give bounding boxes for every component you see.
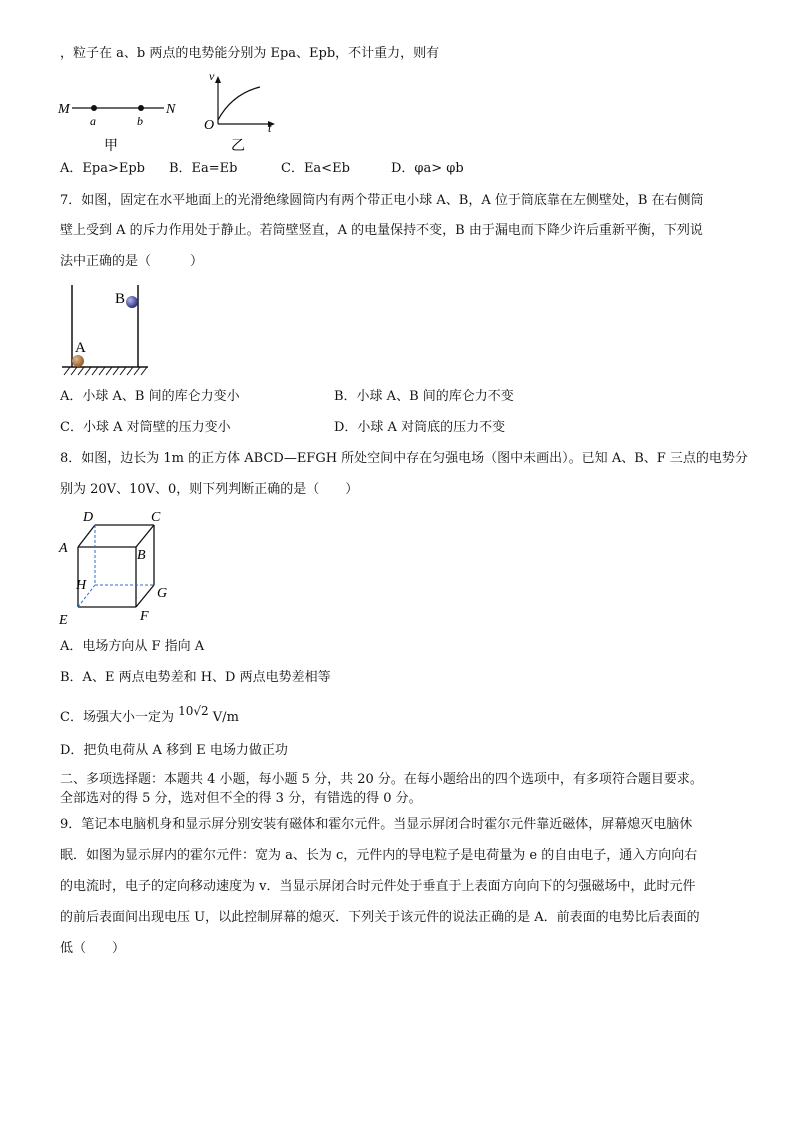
label-N: N bbox=[166, 102, 176, 117]
vertex-a: A bbox=[59, 541, 68, 556]
q8-option-a: A．电场方向从 F 指向 A bbox=[60, 639, 205, 654]
q7-option-c: C．小球 A 对筒壁的压力变小 bbox=[60, 420, 231, 435]
ball-b-label: B bbox=[115, 291, 126, 307]
v-t-curve bbox=[218, 87, 260, 120]
q8-line-1: 8．如图，边长为 1m 的正方体 ABCD—EFGH 所处空间中存在匀强电场（图中未画出）。已知 A、B、F 三点的电势分 bbox=[60, 451, 748, 466]
vertex-h: H bbox=[76, 578, 87, 593]
q7-option-a: A．小球 A、B 间的库仑力变小 bbox=[60, 389, 240, 404]
q6-option-a: A．Epa>Epb bbox=[60, 161, 145, 176]
q6-option-b: B．Ea=Eb bbox=[169, 161, 238, 176]
section2-line-2: 全部选对的得 5 分，选对但不全的得 3 分，有错选的得 0 分。 bbox=[60, 791, 422, 806]
q8-option-c-unit: V/m bbox=[212, 710, 239, 725]
q6-figure-yi bbox=[200, 68, 290, 154]
ground-hatching bbox=[64, 367, 147, 375]
q9-line-5: 低（ ） bbox=[60, 941, 126, 956]
label-b: b bbox=[137, 114, 143, 128]
q7-option-b: B．小球 A、B 间的库仑力不变 bbox=[334, 389, 514, 404]
point-a bbox=[91, 105, 97, 111]
q9-line-2: 眠．如图为显示屏内的霍尔元件：宽为 a、长为 c，元件内的导电粒子是电荷量为 e 的自由电子，通入方向向右 bbox=[60, 848, 698, 863]
q8-line-2: 别为 20V、10V、0，则下列判断正确的是（ ） bbox=[60, 482, 359, 497]
caption-jia: 甲 bbox=[104, 139, 118, 154]
q9-line-4: 的前后表面间出现电压 U，以此控制屏幕的熄灭．下列关于该元件的说法正确的是 A．前表面的电势比后表面的 bbox=[60, 910, 700, 925]
t-axis-label: t bbox=[268, 121, 272, 135]
q6-figure-jia bbox=[56, 92, 186, 154]
vertex-g: G bbox=[157, 586, 168, 601]
vertex-d: D bbox=[83, 510, 94, 525]
q8-option-c-value: 10√2 bbox=[178, 704, 209, 718]
ball-a-label: A bbox=[75, 340, 86, 356]
origin-label: O bbox=[204, 118, 215, 133]
q7-line-2: 壁上受到 A 的斥力作用处于静止。若筒壁竖直，A 的电量保持不变，B 由于漏电而下降少许后重新平衡，下列说 bbox=[60, 223, 703, 238]
q8-option-d: D．把负电荷从 A 移到 E 电场力做正功 bbox=[60, 743, 288, 758]
q6-option-d: D．φa> φb bbox=[391, 161, 464, 176]
point-b bbox=[138, 105, 144, 111]
caption-yi: 乙 bbox=[231, 139, 245, 154]
vertex-e: E bbox=[59, 613, 68, 628]
q6-stem-line: ，粒子在 a、b 两点的电势能分别为 Epa、Epb，不计重力，则有 bbox=[60, 46, 440, 61]
vertex-c: C bbox=[151, 510, 161, 525]
q8-cube-figure bbox=[56, 507, 176, 629]
label-a: a bbox=[90, 114, 96, 128]
q8-option-b: B．A、E 两点电势差和 H、D 两点电势差相等 bbox=[60, 670, 331, 685]
ball-b bbox=[126, 296, 138, 308]
vertex-f: F bbox=[140, 609, 149, 624]
q9-line-1: 9．笔记本电脑机身和显示屏分别安装有磁体和霍尔元件。当显示屏闭合时霍尔元件靠近磁体，屏幕熄灭电脑休 bbox=[60, 817, 693, 832]
ball-a bbox=[72, 355, 84, 367]
q7-line-3: 法中正确的是（ ） bbox=[60, 254, 204, 269]
q8-option-c-prefix: C．场强大小一定为 bbox=[60, 710, 174, 725]
q8-option-c bbox=[60, 704, 239, 726]
q7-option-d: D．小球 A 对筒底的压力不变 bbox=[334, 420, 506, 435]
section2-line-1: 二、多项选择题：本题共 4 小题，每小题 5 分，共 20 分。在每小题给出的四个选项中，有多项符合题目要求。 bbox=[60, 772, 703, 787]
q7-cylinder-figure bbox=[58, 283, 153, 381]
vertex-b: B bbox=[137, 548, 146, 563]
q9-line-3: 的电流时，电子的定向移动速度为 v．当显示屏闭合时元件处于垂直于上表面方向向下的匀强磁场中，此时元件 bbox=[60, 879, 696, 894]
q7-line-1: 7．如图，固定在水平地面上的光滑绝缘圆筒内有两个带正电小球 A、B，A 位于筒底靠在左侧壁处，B 在右侧筒 bbox=[60, 193, 704, 208]
label-M: M bbox=[58, 102, 70, 117]
v-axis-arrow bbox=[215, 76, 221, 83]
q6-option-c: C．Ea<Eb bbox=[281, 161, 350, 176]
v-axis-label: v bbox=[209, 69, 215, 83]
